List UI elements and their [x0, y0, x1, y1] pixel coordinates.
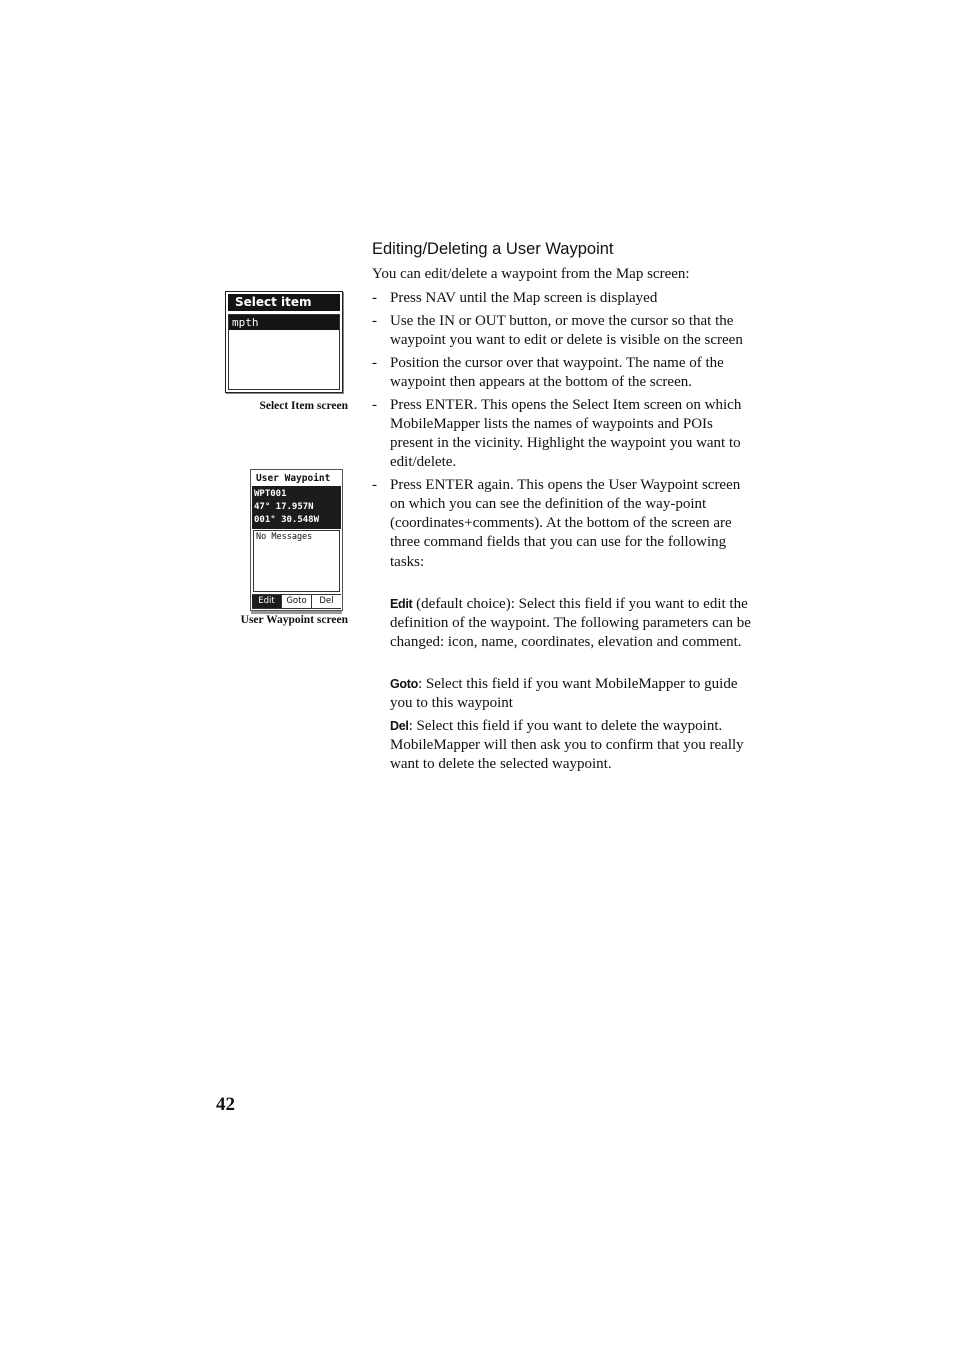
- item-list: [228, 314, 340, 390]
- command-goto-description: [390, 675, 758, 713]
- intro-text: You can edit/delete a waypoint from the Map screen:: [372, 266, 690, 282]
- list-item: [372, 354, 757, 392]
- list-item: [372, 396, 757, 473]
- list-item-selected: mpth: [229, 315, 339, 330]
- bullet-dash: -: [372, 396, 377, 413]
- list-item-text: Press NAV until the Map screen is displayed: [390, 290, 658, 306]
- list-item: [372, 312, 757, 350]
- command-bar: [252, 594, 341, 609]
- command-del-description: [390, 717, 758, 775]
- list-item-text: Position the cursor over that waypoint. The name of the waypoint then appears at the bottom of the screen.: [390, 354, 724, 390]
- waypoint-message: No Messages: [253, 530, 340, 592]
- waypoint-info: [252, 486, 341, 529]
- command-text: : Select this field if you want MobileMapper to guide you to this waypoint: [390, 676, 738, 712]
- bullet-dash: -: [372, 354, 377, 371]
- list-item-text: Press ENTER. This opens the Select Item screen on which MobileMapper lists the names of waypoints and POIs present in the vicinity. Highlight the waypoint you want to edit/delete.: [390, 396, 742, 471]
- command-name: Edit: [390, 597, 413, 611]
- section-heading: Editing/Deleting a User Waypoint: [372, 240, 614, 258]
- bullet-dash: -: [372, 312, 377, 329]
- figure-caption: Select Item screen: [259, 400, 348, 412]
- command-text: (default choice): Select this field if you want to edit the definition of the waypoint. The following parameters can be changed: icon, name, coordinates, elevation and comment.: [390, 596, 751, 651]
- command-name: Del: [390, 719, 409, 733]
- figure-caption: User Waypoint screen: [240, 614, 348, 626]
- command-text: : Select this field if you want to delete the waypoint. MobileMapper will then ask you to confirm that you really want to delete the selected waypoint.: [390, 718, 744, 773]
- screen-title: Select item: [228, 294, 340, 311]
- waypoint-latitude: 47° 17.957N: [254, 502, 314, 512]
- user-waypoint-screen: [250, 469, 343, 611]
- list-item-text: Use the IN or OUT button, or move the cursor so that the waypoint you want to edit or delete is visible on the screen: [390, 312, 743, 348]
- bullet-dash: -: [372, 290, 377, 306]
- waypoint-longitude: 001° 30.548W: [254, 515, 320, 525]
- list-item: [372, 289, 757, 308]
- del-button: Del: [319, 596, 334, 606]
- edit-button: Edit: [252, 595, 282, 608]
- waypoint-name: WPT001: [254, 489, 287, 499]
- bullet-dash: -: [372, 476, 377, 493]
- steps-list: [372, 289, 757, 575]
- list-item-text: Press ENTER again. This opens the User Waypoint screen on which you can see the definition of the way-point (coordinates+comments). At the bottom of the screen are three command fields that you can use for the following tasks:: [390, 476, 741, 570]
- command-edit-description: [390, 595, 758, 653]
- command-name: Goto: [390, 677, 418, 691]
- list-item: [372, 476, 757, 572]
- screen-title: User Waypoint: [252, 471, 341, 487]
- select-item-screen: [225, 291, 343, 393]
- page-number: 42: [216, 1094, 235, 1115]
- goto-button: Goto: [282, 595, 312, 608]
